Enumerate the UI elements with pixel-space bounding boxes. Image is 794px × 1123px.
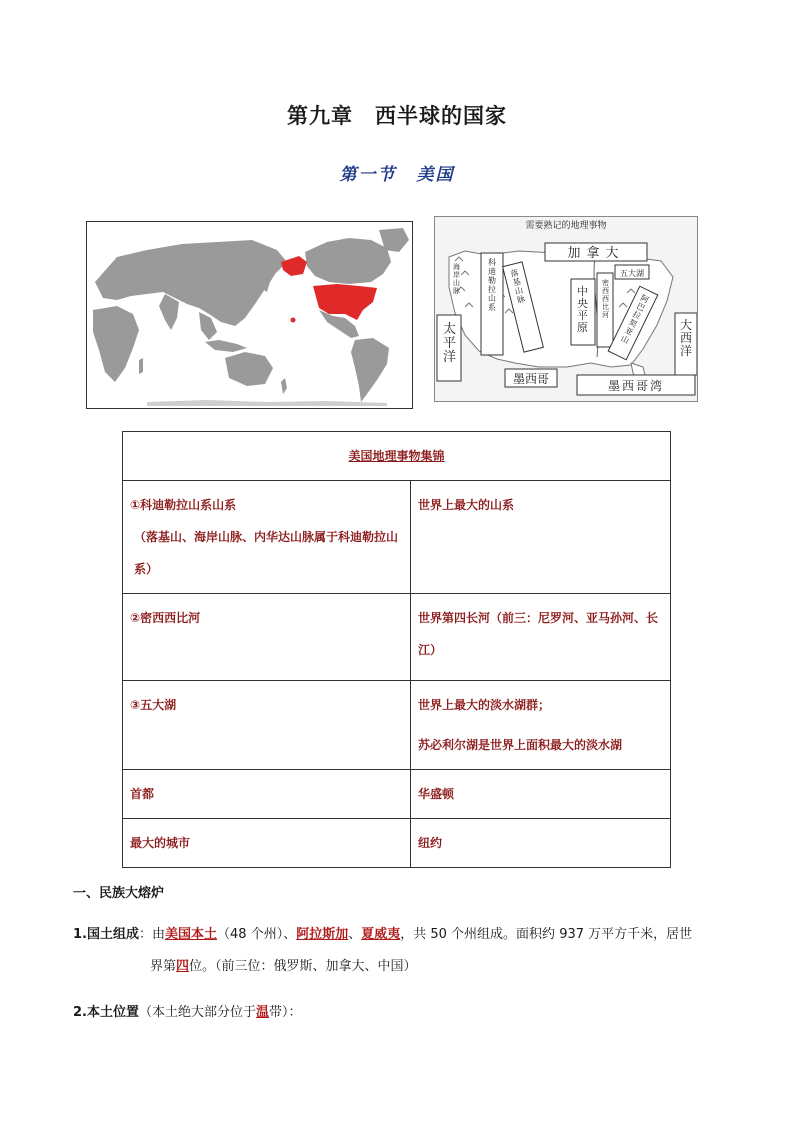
highlight-rank: 四 xyxy=(176,959,190,974)
cell-text: ②密西西比河 xyxy=(130,611,201,625)
landmass-india xyxy=(159,294,179,330)
table-header-row xyxy=(123,432,671,481)
world-map xyxy=(86,221,413,409)
label-coast-range: 海岸山脉 xyxy=(453,263,460,295)
landmass-indonesia xyxy=(205,340,247,352)
label-atlantic: 大西洋 xyxy=(680,318,693,358)
map-caption: 需要熟记的地理事物 xyxy=(525,221,607,231)
label-five-lakes: 五大湖 xyxy=(620,269,644,278)
table-header: 美国地理事物集锦 xyxy=(123,432,671,481)
landmass-madagascar xyxy=(139,358,143,374)
us-facts-table xyxy=(122,431,671,868)
highlight-alaska: 阿拉斯加 xyxy=(296,927,349,942)
world-map-graphic xyxy=(87,222,412,408)
table-cell-description xyxy=(411,681,671,770)
point-land-composition xyxy=(73,919,728,983)
table-row xyxy=(123,481,671,594)
text: 位。（前三位：俄罗斯、加拿大、中国） xyxy=(189,959,417,974)
landmass-antarctica xyxy=(147,400,387,406)
landmass-canada xyxy=(305,238,391,284)
text: 、 xyxy=(348,927,362,942)
cell-text: 首都 xyxy=(130,787,155,801)
cell-text: 世界上最大的山系 xyxy=(418,498,515,512)
table-row xyxy=(123,681,671,770)
label-mississippi: 密西西比河 xyxy=(602,279,609,319)
table-cell-feature xyxy=(123,481,411,594)
text: ，共 50 个州组成。面积约 937 万平方千米，居世 xyxy=(400,927,693,942)
section-heading: 一、民族大熔炉 xyxy=(73,886,165,901)
label-rocky: 落基山脉 xyxy=(509,268,527,306)
cell-text: 最大的城市 xyxy=(130,836,191,850)
table-cell-feature xyxy=(123,594,411,681)
table-cell-description xyxy=(411,770,671,819)
us-geography-map xyxy=(434,216,698,402)
point-label: 1.国土组成 xyxy=(73,927,139,942)
cell-text: 华盛顿 xyxy=(418,787,455,801)
cell-text: 世界上最大的淡水湖群； xyxy=(418,698,551,712)
table-row xyxy=(123,819,671,868)
landmass-alaska xyxy=(281,256,307,276)
text: 界第 xyxy=(150,959,177,974)
landmass-hawaii xyxy=(291,318,296,323)
label-canada: 加拿大 xyxy=(567,246,625,261)
cell-text: ①科迪勒拉山系山系 xyxy=(130,498,237,512)
text: （48 个州）、 xyxy=(217,927,297,942)
continuation-line xyxy=(73,951,728,983)
cell-text: ③五大湖 xyxy=(130,698,177,712)
table-cell-feature xyxy=(123,681,411,770)
section-number: 第一节 xyxy=(339,165,397,185)
highlight-mainland: 美国本土 xyxy=(165,927,218,942)
table-row xyxy=(123,594,671,681)
section-name: 美国 xyxy=(416,165,455,185)
chapter-name: 西半球的国家 xyxy=(375,103,507,128)
cell-text: 纽约 xyxy=(418,836,443,850)
landmass-australia xyxy=(225,352,273,386)
chapter-title xyxy=(0,100,794,130)
landmass-south-america xyxy=(351,338,389,402)
table-cell-feature xyxy=(123,770,411,819)
text: ：由 xyxy=(138,927,165,942)
table-cell-description xyxy=(411,594,671,681)
text: 带）： xyxy=(269,1005,302,1020)
label-mexico: 墨西哥 xyxy=(512,372,550,386)
text: （本土绝大部分位于 xyxy=(138,1005,256,1020)
table-cell-description xyxy=(411,481,671,594)
cell-note: 苏必利尔湖是世界上面积最大的淡水湖 xyxy=(418,738,623,752)
table-row xyxy=(123,770,671,819)
point-location xyxy=(73,997,728,1029)
label-pacific: 太平洋 xyxy=(443,322,457,365)
cell-note: （落基山、海岸山脉、内华达山脉属于科迪勒拉山系） xyxy=(134,530,399,576)
label-central-plain: 中央平原 xyxy=(577,285,588,334)
landmass-new-zealand xyxy=(281,378,287,394)
point-label: 2.本土位置 xyxy=(73,1005,139,1020)
us-map-graphic xyxy=(435,217,697,401)
highlight-hawaii: 夏威夷 xyxy=(361,927,401,942)
cell-text: 世界第四长河（前三：尼罗河、亚马孙河、长江） xyxy=(418,611,659,657)
table-cell-feature xyxy=(123,819,411,868)
section-title xyxy=(0,160,794,185)
landmass-africa xyxy=(93,306,139,382)
highlight-temperate: 温 xyxy=(256,1005,270,1020)
label-gulf-of-mexico: 墨西哥湾 xyxy=(607,379,665,393)
chapter-number: 第九章 xyxy=(287,103,353,128)
label-appalachian: 阿巴拉契亚山 xyxy=(619,293,651,346)
label-cordillera: 科迪勒拉山系 xyxy=(488,258,496,312)
table-cell-description xyxy=(411,819,671,868)
